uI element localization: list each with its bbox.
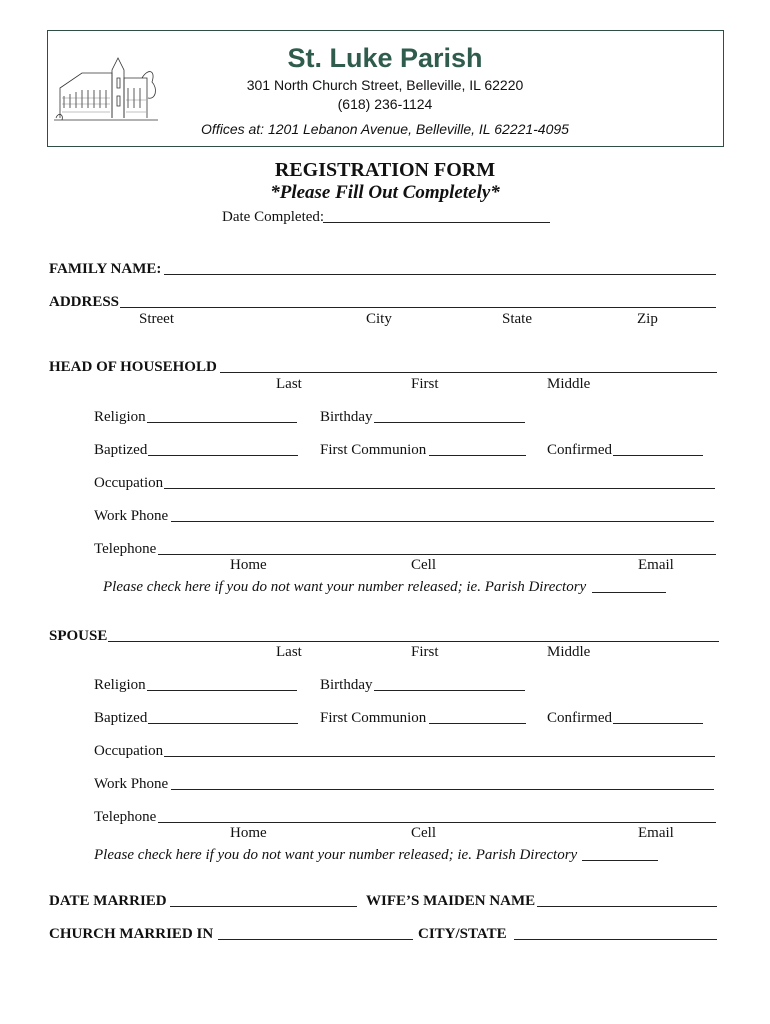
spouse-home-label: Home (230, 825, 267, 841)
spouse-telephone-field[interactable] (158, 822, 716, 823)
spouse-release-checkbox-field[interactable] (582, 860, 658, 861)
hoh-release-checkbox-field[interactable] (592, 592, 666, 593)
offices-address: Offices at: 1201 Lebanon Avenue, Belleville, IL 62221-4095 (201, 121, 569, 137)
spouse-occupation-field[interactable] (164, 756, 715, 757)
spouse-first-label: First (411, 644, 439, 660)
hoh-middle-label: Middle (547, 376, 591, 392)
spouse-baptized-label: Baptized (94, 710, 148, 726)
address-field[interactable] (120, 307, 716, 308)
hoh-baptized-field[interactable] (148, 455, 298, 456)
spouse-name-field[interactable] (108, 641, 719, 642)
hoh-email-label: Email (638, 557, 674, 573)
date-married-field[interactable] (170, 906, 357, 907)
spouse-confirmed-label: Confirmed (547, 710, 612, 726)
spouse-religion-label: Religion (94, 677, 146, 693)
hoh-home-label: Home (230, 557, 267, 573)
date-completed-label: Date Completed: (222, 209, 325, 225)
hoh-birthday-field[interactable] (374, 422, 525, 423)
spouse-release-note: Please check here if you do not want your number released; ie. Parish Directory (94, 847, 578, 863)
form-subtitle: *Please Fill Out Completely* (270, 182, 500, 203)
spouse-baptized-field[interactable] (148, 723, 298, 724)
hoh-baptized-label: Baptized (94, 442, 148, 458)
spouse-religion-field[interactable] (147, 690, 297, 691)
hoh-last-label: Last (276, 376, 302, 392)
spouse-work-phone-label: Work Phone (94, 776, 169, 792)
spouse-first-communion-field[interactable] (429, 723, 526, 724)
spouse-confirmed-field[interactable] (613, 723, 703, 724)
hoh-cell-label: Cell (411, 557, 436, 573)
wifes-maiden-name-field[interactable] (537, 906, 717, 907)
spouse-last-label: Last (276, 644, 302, 660)
spouse-birthday-field[interactable] (374, 690, 525, 691)
address-city-label: City (366, 311, 392, 327)
wifes-maiden-name-label: WIFE’S MAIDEN NAME (366, 893, 536, 909)
hoh-release-note: Please check here if you do not want your number released; ie. Parish Directory (103, 579, 587, 595)
spouse-telephone-label: Telephone (94, 809, 157, 825)
hoh-telephone-label: Telephone (94, 541, 157, 557)
hoh-work-phone-label: Work Phone (94, 508, 169, 524)
address-street-label: Street (139, 311, 174, 327)
hoh-occupation-field[interactable] (164, 488, 715, 489)
hoh-first-label: First (411, 376, 439, 392)
spouse-birthday-label: Birthday (320, 677, 373, 693)
head-of-household-name-field[interactable] (220, 372, 717, 373)
hoh-birthday-label: Birthday (320, 409, 373, 425)
address-zip-label: Zip (637, 311, 658, 327)
parish-address: 301 North Church Street, Belleville, IL 62220 (246, 77, 524, 93)
address-state-label: State (502, 311, 532, 327)
hoh-religion-label: Religion (94, 409, 146, 425)
spouse-work-phone-field[interactable] (171, 789, 714, 790)
church-married-in-label: CHURCH MARRIED IN (49, 926, 214, 942)
spouse-cell-label: Cell (411, 825, 436, 841)
city-state-field[interactable] (514, 939, 717, 940)
address-label: ADDRESS (49, 294, 120, 310)
spouse-middle-label: Middle (547, 644, 591, 660)
hoh-confirmed-label: Confirmed (547, 442, 612, 458)
city-state-label: CITY/STATE (418, 926, 507, 942)
hoh-confirmed-field[interactable] (613, 455, 703, 456)
form-title: REGISTRATION FORM (274, 159, 496, 181)
hoh-religion-field[interactable] (147, 422, 297, 423)
date-completed-field[interactable] (323, 222, 550, 223)
head-of-household-label: HEAD OF HOUSEHOLD (49, 359, 217, 375)
spouse-occupation-label: Occupation (94, 743, 164, 759)
hoh-first-communion-field[interactable] (429, 455, 526, 456)
hoh-telephone-field[interactable] (158, 554, 716, 555)
hoh-first-communion-label: First Communion (320, 442, 427, 458)
spouse-first-communion-label: First Communion (320, 710, 427, 726)
spouse-label: SPOUSE (49, 628, 108, 644)
hoh-work-phone-field[interactable] (171, 521, 714, 522)
parish-name: St. Luke Parish (287, 43, 483, 73)
family-name-label: FAMILY NAME: (49, 261, 162, 277)
parish-phone: (618) 236-1124 (337, 96, 433, 112)
hoh-occupation-label: Occupation (94, 475, 164, 491)
church-married-in-field[interactable] (218, 939, 413, 940)
family-name-field[interactable] (164, 274, 716, 275)
spouse-email-label: Email (638, 825, 674, 841)
date-married-label: DATE MARRIED (49, 893, 167, 909)
